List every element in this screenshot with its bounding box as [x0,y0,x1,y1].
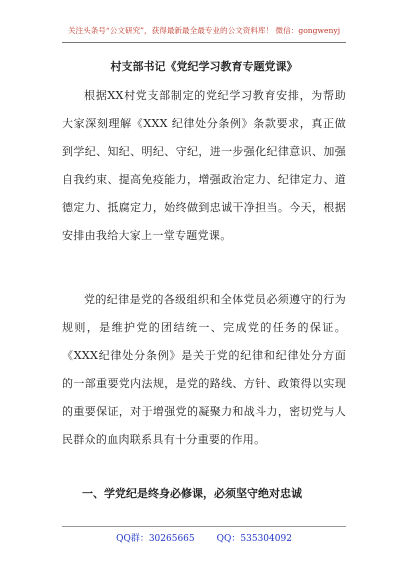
header-notice: 关注头条号“公文研究”，获得最新最全最专业的公文资料库！ 微信：gongwenyj [67,26,341,35]
footer-qq-group: QQ群：30265665 [116,534,195,544]
footer-divider [62,526,346,527]
section-heading-1: 一、学党纪是终身必修课，必须坚守绝对忠诚 [82,487,302,500]
footer-qq-number: QQ：535304092 [216,534,292,544]
body-paragraph-2: 党的纪律是党的各级组织和全体党员必须遵守的行为规则，是维护党的团结统一、完成党的任务的保证。《XXX纪律处分条例》是关于党的纪律和纪律处分方面的一部重要党内法规，是党的路线、方针、政策得以实现的重要保证，对于增强党的凝聚力和战斗力，密切党与人民群众的血肉联系具有十分重要的作用。 [62,293,346,446]
header-divider [62,42,346,43]
footer-contact [0,532,408,546]
document-title: 村支部书记《党纪学习教育专题党课》 [110,60,298,73]
body-paragraph-1: 根据XX村党支部制定的党纪学习教育安排，为帮助大家深刻理解《XXX 纪律处分条例》条款要求，真正做到学纪、知纪、明纪、守纪，进一步强化纪律意识、加强自我约束、提高免疫能力，增强政治定力、纪律定力、道德定力、抵腐定力，始终做到忠诚干净担当。今天，根据安排由我给大家上一堂专题党课。 [62,89,346,242]
